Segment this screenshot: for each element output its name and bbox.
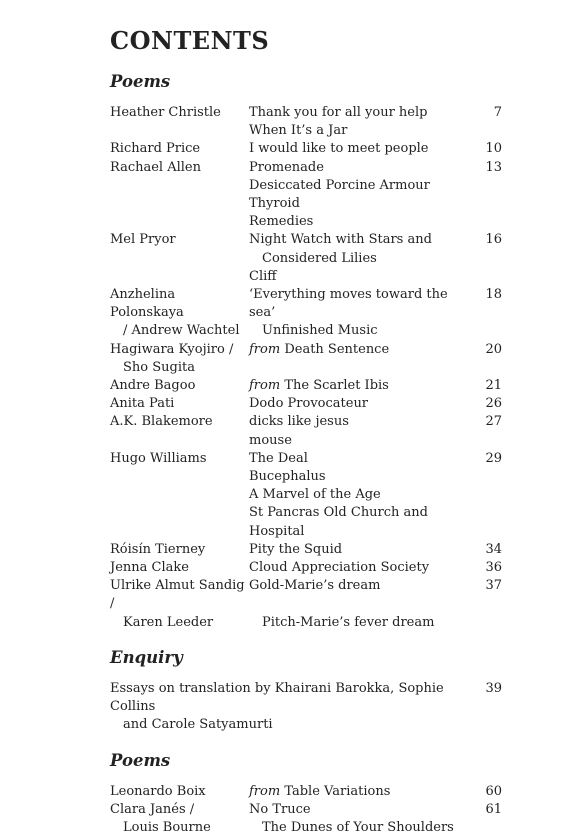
page-number — [480, 250, 515, 268]
work-title-text: Gold-Marie’s dream — [249, 578, 380, 593]
work-prefix: from — [249, 342, 280, 357]
work-title-text: I would like to meet people — [249, 141, 429, 156]
essay-text: and Carole Satyamurti — [110, 716, 480, 734]
author-name: Anzhelina Polonskaya — [110, 286, 249, 322]
work-title — [249, 432, 467, 450]
page-title: CONTENTS — [110, 24, 510, 62]
page-number: 7 — [467, 104, 502, 122]
work-title — [262, 819, 480, 837]
author-name: / Andrew Wachtel — [110, 322, 262, 340]
work-title-text: mouse — [249, 433, 292, 448]
author-name: Anita Pati — [110, 395, 249, 413]
page-number: 29 — [467, 450, 502, 468]
author-name: Róisín Tierney — [110, 541, 249, 559]
work-title — [249, 486, 467, 504]
toc-row — [110, 577, 510, 613]
work-title-text: Unfinished Music — [262, 323, 378, 338]
work-title-text: Table Variations — [284, 784, 390, 799]
work-title — [249, 559, 467, 577]
page-number — [467, 504, 502, 540]
work-title — [249, 377, 467, 395]
essay-row — [110, 716, 510, 734]
page-number — [467, 177, 502, 213]
author-name — [110, 122, 249, 140]
page-number: 18 — [467, 286, 502, 322]
section-enquiry — [110, 646, 510, 735]
work-title — [262, 614, 480, 632]
work-title — [262, 322, 480, 340]
work-title — [249, 104, 467, 122]
work-title-text: Thank you for all your help — [249, 105, 427, 120]
author-name — [110, 177, 249, 213]
page-number — [480, 359, 515, 377]
work-title — [249, 413, 467, 431]
page-number: 37 — [467, 577, 502, 613]
author-name: Mel Pryor — [110, 231, 249, 249]
work-title-text: The Deal — [249, 451, 308, 466]
author-name — [110, 486, 249, 504]
work-title-text: Pitch-Marie’s fever dream — [262, 615, 434, 630]
page-number: 34 — [467, 541, 502, 559]
work-title — [249, 541, 467, 559]
page-number — [480, 614, 515, 632]
toc-row — [110, 286, 510, 322]
page-number: 61 — [467, 801, 502, 819]
toc-row — [110, 468, 510, 486]
work-title-text: Dodo Provocateur — [249, 396, 368, 411]
page-number: 21 — [467, 377, 502, 395]
page-number — [467, 122, 502, 140]
work-title-text: When It’s a Jar — [249, 123, 347, 138]
author-name: Jenna Clake — [110, 559, 249, 577]
essay-text: Essays on translation by Khairani Barokka, Sophie Collins — [110, 680, 467, 716]
toc-row — [110, 359, 510, 377]
toc-row — [110, 819, 510, 837]
author-name: Rachael Allen — [110, 159, 249, 177]
work-title-text: A Marvel of the Age — [249, 487, 381, 502]
toc-row — [110, 783, 510, 801]
page-number: 20 — [467, 341, 502, 359]
author-name — [110, 504, 249, 540]
author-name — [110, 250, 249, 268]
work-title — [249, 395, 467, 413]
toc-row — [110, 177, 510, 213]
work-title-text: Death Sentence — [284, 342, 389, 357]
toc-row — [110, 104, 510, 122]
toc-row — [110, 614, 510, 632]
toc-row — [110, 413, 510, 431]
page-number — [467, 432, 502, 450]
section-heading: Enquiry — [110, 646, 510, 670]
toc-row — [110, 559, 510, 577]
work-title-text: Remedies — [249, 214, 313, 229]
toc-row — [110, 450, 510, 468]
page-number — [467, 213, 502, 231]
section-poems-2 — [110, 749, 510, 837]
page-number: 36 — [467, 559, 502, 577]
section-heading: Poems — [110, 70, 510, 94]
work-title-text: Pity the Squid — [249, 542, 342, 557]
work-title-text: Desiccated Porcine Armour Thyroid — [249, 178, 430, 211]
work-title-text: dicks like jesus — [249, 414, 349, 429]
work-title — [249, 504, 467, 540]
entry-list — [110, 104, 510, 632]
page-number — [467, 268, 502, 286]
page-number: 39 — [467, 680, 502, 716]
page-number: 27 — [467, 413, 502, 431]
toc-row — [110, 541, 510, 559]
page-number: 26 — [467, 395, 502, 413]
work-title-text: The Dunes of Your Shoulders — [262, 820, 454, 835]
work-title — [262, 359, 480, 377]
work-title — [249, 468, 467, 486]
work-title — [249, 286, 467, 322]
toc-row — [110, 504, 510, 540]
author-name: A.K. Blakemore — [110, 413, 249, 431]
section-poems-1 — [110, 70, 510, 632]
work-title — [249, 341, 467, 359]
author-name: Heather Christle — [110, 104, 249, 122]
entry-list — [110, 783, 510, 837]
work-title — [249, 159, 467, 177]
work-title — [249, 783, 467, 801]
toc-row — [110, 432, 510, 450]
essay-row — [110, 680, 510, 716]
author-name: Andre Bagoo — [110, 377, 249, 395]
author-name: Sho Sugita — [110, 359, 262, 377]
work-title-text: Cliff — [249, 269, 277, 284]
toc-row — [110, 213, 510, 231]
contents-page — [110, 24, 510, 837]
work-title — [249, 450, 467, 468]
work-title-text: Considered Lilies — [262, 251, 377, 266]
author-name — [110, 268, 249, 286]
work-title — [249, 140, 467, 158]
work-title — [249, 250, 480, 268]
page-number: 10 — [467, 140, 502, 158]
page-number — [480, 322, 515, 340]
author-name: Richard Price — [110, 140, 249, 158]
toc-row — [110, 486, 510, 504]
page-number — [480, 819, 515, 837]
work-title-text: ‘Everything moves toward the sea’ — [249, 287, 448, 320]
toc-row — [110, 122, 510, 140]
work-title-text: Promenade — [249, 160, 324, 175]
toc-row — [110, 801, 510, 819]
author-name: Ulrike Almut Sandig / — [110, 577, 249, 613]
toc-row — [110, 341, 510, 359]
work-prefix: from — [249, 784, 280, 799]
essay-entry — [110, 680, 510, 735]
author-name: Hugo Williams — [110, 450, 249, 468]
author-name: Louis Bourne — [110, 819, 262, 837]
work-title-text: St Pancras Old Church and Hospital — [249, 505, 428, 538]
toc-row — [110, 395, 510, 413]
author-name — [110, 213, 249, 231]
page-number: 13 — [467, 159, 502, 177]
toc-row — [110, 250, 510, 268]
toc-row — [110, 322, 510, 340]
work-title — [249, 213, 467, 231]
page-number — [467, 486, 502, 504]
work-title — [249, 268, 467, 286]
work-title-text: The Scarlet Ibis — [284, 378, 389, 393]
page-number — [467, 468, 502, 486]
author-name — [110, 432, 249, 450]
author-name: Leonardo Boix — [110, 783, 249, 801]
work-title-text: Cloud Appreciation Society — [249, 560, 429, 575]
page-number: 60 — [467, 783, 502, 801]
toc-row — [110, 268, 510, 286]
work-title — [249, 177, 467, 213]
work-title-text: Night Watch with Stars and — [249, 232, 432, 247]
page-number: 16 — [467, 231, 502, 249]
toc-row — [110, 159, 510, 177]
work-prefix: from — [249, 378, 280, 393]
section-heading: Poems — [110, 749, 510, 773]
author-name: Clara Janés / — [110, 801, 249, 819]
toc-row — [110, 377, 510, 395]
work-title — [249, 122, 467, 140]
author-name: Hagiwara Kyojiro / — [110, 341, 249, 359]
author-name — [110, 468, 249, 486]
toc-row — [110, 140, 510, 158]
work-title — [249, 231, 467, 249]
work-title-text: Bucephalus — [249, 469, 326, 484]
work-title-text: No Truce — [249, 802, 311, 817]
toc-row — [110, 231, 510, 249]
author-name: Karen Leeder — [110, 614, 262, 632]
work-title — [249, 577, 467, 613]
work-title — [249, 801, 467, 819]
